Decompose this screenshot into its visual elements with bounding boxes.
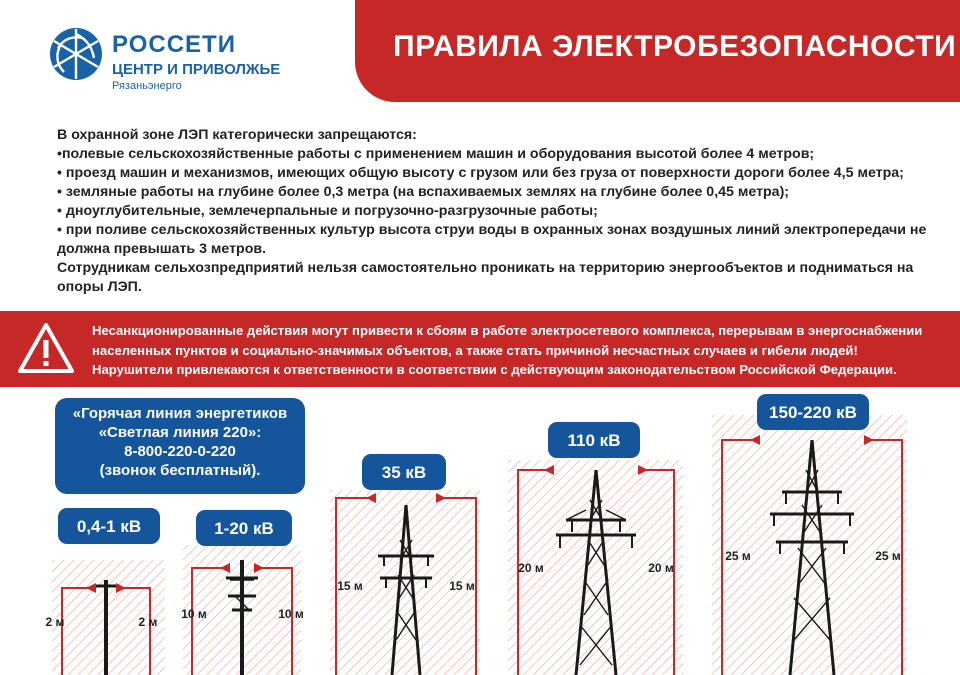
voltage-label-1: 1-20 кВ xyxy=(214,519,274,538)
distance-left-4: 25 м xyxy=(725,549,751,563)
warning-line: населенных пунктов и социально-значимых объектов, а также стать причиной несчастных случаев и гибели людей! xyxy=(92,342,858,358)
warning-line: Нарушители привлекаются к ответственности в соответствии с действующим законодательством Российской Федерации. xyxy=(92,362,897,377)
distance-left-0: 2 м xyxy=(45,615,65,629)
rules-line: • проезд машин и механизмов, имеющих общую высоту с грузом или без груза от поверхности дороги более 4,5 метра; xyxy=(57,165,904,181)
voltage-label-4: 150-220 кВ xyxy=(769,403,857,422)
rules-line: • земляные работы на глубине более 0,3 метра (на вспахиваемых землях на глубине более 0,45 метра); xyxy=(57,184,790,200)
voltage-label-0: 0,4-1 кВ xyxy=(76,517,142,536)
brand-name: РОССЕТИ xyxy=(112,31,236,58)
rules-line: • при поливе сельскохозяйственных культур высота струи воды в охранных зонах воздушных линий электропередачи не xyxy=(57,222,927,238)
rules-line: Сотрудникам сельхозпредприятий нельзя самостоятельно проникать на территорию энергообъектов и подниматься на xyxy=(57,260,914,276)
hotline-line: «Горячая линия энергетиков xyxy=(72,405,288,422)
rules-line: • дноуглубительные, землечерпальные и погрузочно-разгрузочные работы; xyxy=(57,203,598,219)
brand-subtitle: ЦЕНТР И ПРИВОЛЖЬЕ xyxy=(112,61,281,78)
hotline-phone[interactable]: 8-800-220-0-220 xyxy=(124,443,236,460)
distance-right-1: 10 м xyxy=(278,607,304,621)
hotline-line: (звонок бесплатный). xyxy=(99,462,261,479)
rules-line: опоры ЛЭП. xyxy=(57,279,142,295)
distance-left-1: 10 м xyxy=(181,607,207,621)
distance-right-0: 2 м xyxy=(138,615,158,629)
rules-line: В охранной зоне ЛЭП категорически запрещаются: xyxy=(57,127,417,143)
hotline-line: «Светлая линия 220»: xyxy=(98,424,262,441)
distance-left-2: 15 м xyxy=(337,579,363,593)
voltage-label-2: 35 кВ xyxy=(381,463,427,482)
page-title: ПРАВИЛА ЭЛЕКТРОБЕЗОПАСНОСТИ xyxy=(393,30,957,63)
rules-line: должна превышать 3 метров. xyxy=(57,241,267,257)
distance-left-3: 20 м xyxy=(518,561,544,575)
voltage-label-3: 110 кВ xyxy=(567,431,621,450)
warning-line: Несанкционированные действия могут привести к сбоям в работе электросетевого комплекса, перерывам в энергоснабжении xyxy=(92,323,923,338)
distance-right-4: 25 м xyxy=(875,549,901,563)
distance-right-2: 15 м xyxy=(449,579,475,593)
distance-right-3: 20 м xyxy=(648,561,674,575)
brand-branch: Рязаньэнерго xyxy=(112,80,182,92)
rules-line: •полевые сельскохозяйственные работы с применением машин и оборудования высотой более 4 метров; xyxy=(57,146,815,162)
